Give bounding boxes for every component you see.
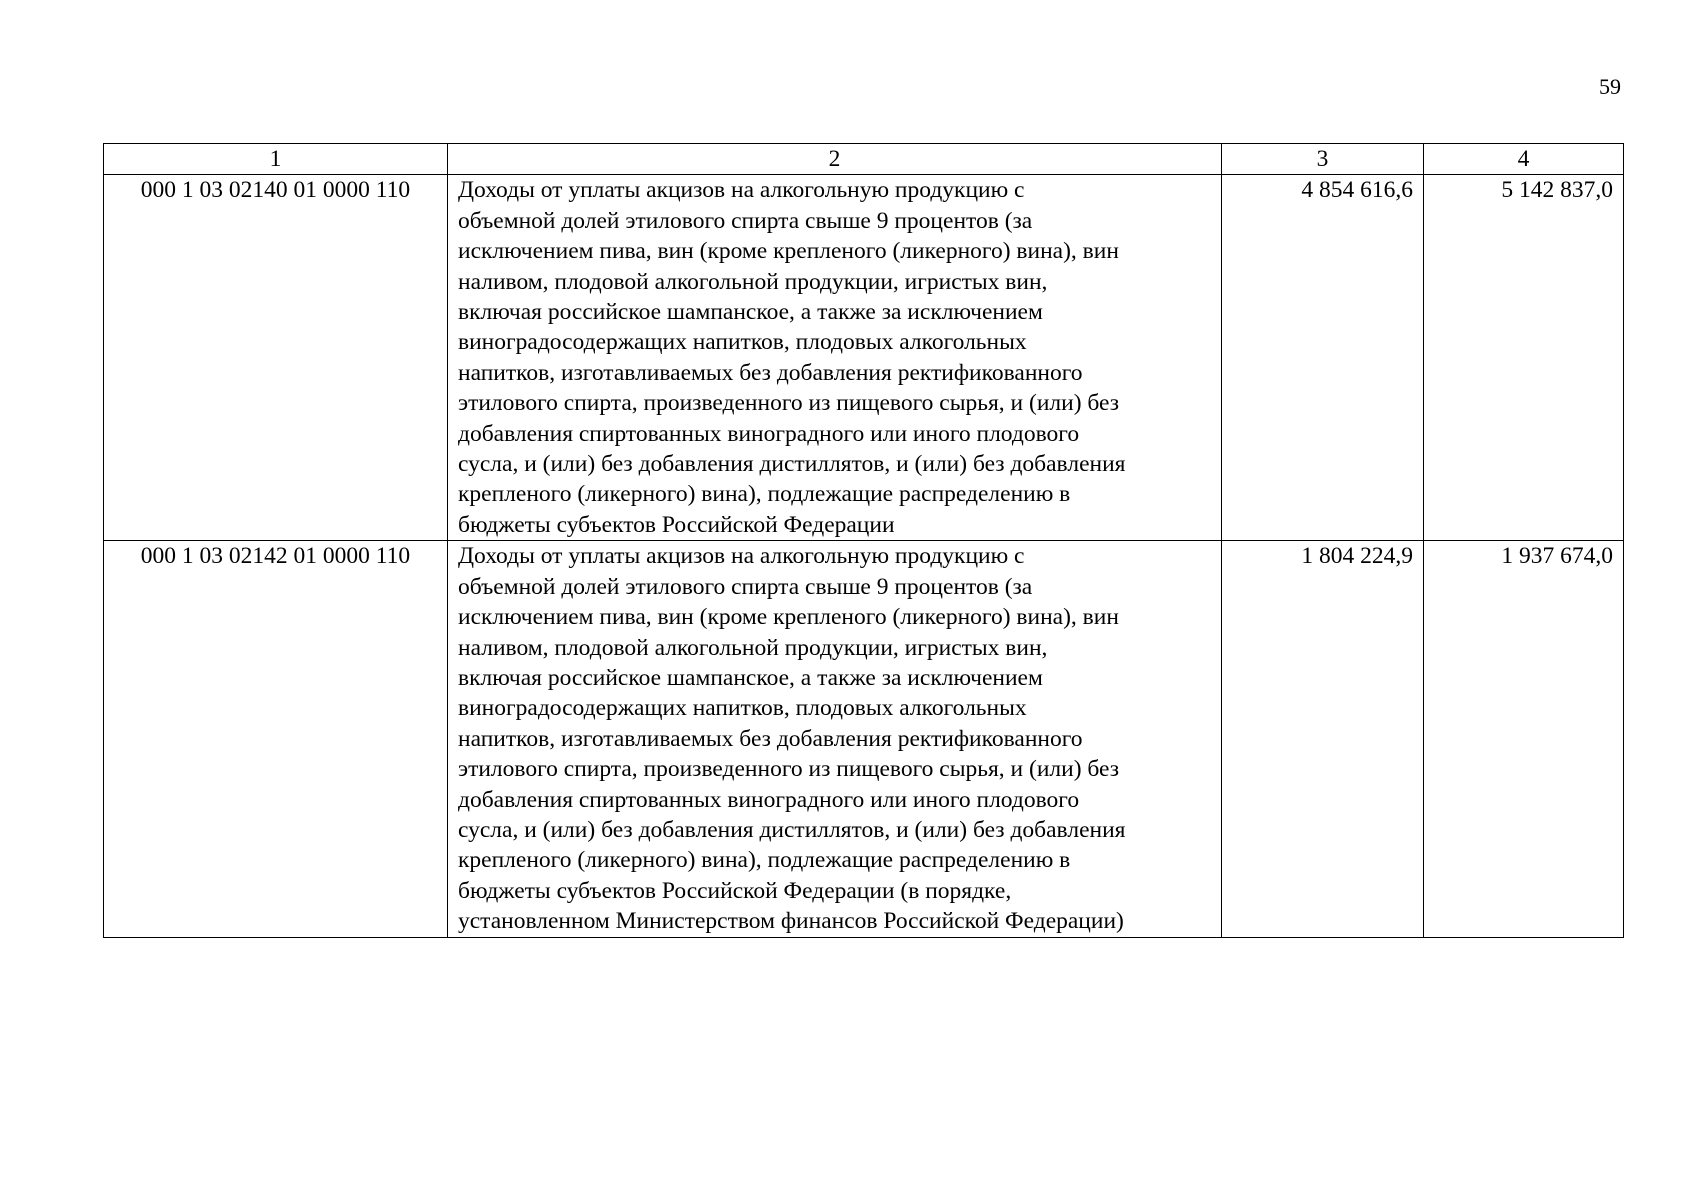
value-col-3: 1 804 224,9: [1222, 541, 1424, 937]
revenue-description: [448, 541, 1222, 937]
description-line: напитков, изготавливаемых без добавления ректификованного: [458, 725, 1083, 752]
description-line: напитков, изготавливаемых без добавления ректификованного: [458, 359, 1083, 386]
description-line: исключением пива, вин (кроме крепленого (ликерного) вина), вин: [458, 604, 1119, 631]
header-col-4: 4: [1424, 144, 1624, 175]
description-line: этилового спирта, произведенного из пищевого сырья, и (или) без: [458, 756, 1120, 783]
description-line: объемной долей этилового спирта свыше 9 процентов (за: [458, 207, 1033, 234]
header-col-3: 3: [1222, 144, 1424, 175]
description-line: крепленого (ликерного) вина), подлежащие распределению в: [458, 847, 1071, 874]
description-line: включая российское шампанское, а также за исключением: [458, 664, 1043, 691]
description-line: виноградосодержащих напитков, плодовых алкогольных: [458, 329, 1027, 356]
header-col-2: 2: [448, 144, 1222, 175]
budget-revenue-table: [103, 143, 1624, 938]
budget-code: 000 1 03 02140 01 0000 110: [104, 175, 448, 541]
description-line: виноградосодержащих напитков, плодовых алкогольных: [458, 695, 1027, 722]
page-number: 59: [1599, 74, 1621, 99]
description-line: включая российское шампанское, а также за исключением: [458, 299, 1043, 326]
description-line: сусла, и (или) без добавления дистиллятов, и (или) без добавления: [458, 451, 1126, 478]
budget-code: 000 1 03 02142 01 0000 110: [104, 541, 448, 937]
description-line: Доходы от уплаты акцизов на алкогольную продукцию с: [458, 543, 1025, 570]
description-line: наливом, плодовой алкогольной продукции, игристых вин,: [458, 268, 1048, 295]
value-col-4: 1 937 674,0: [1424, 541, 1624, 937]
description-line: Доходы от уплаты акцизов на алкогольную продукцию с: [458, 177, 1025, 204]
header-row: [104, 144, 1624, 175]
description-line: объемной долей этилового спирта свыше 9 процентов (за: [458, 573, 1033, 600]
description-line: сусла, и (или) без добавления дистиллятов, и (или) без добавления: [458, 816, 1126, 843]
description-line: установленном Министерством финансов Российской Федерации): [458, 908, 1124, 935]
revenue-description: [448, 175, 1222, 541]
table-row: [104, 175, 1624, 541]
value-col-3: 4 854 616,6: [1222, 175, 1424, 541]
description-line: бюджеты субъектов Российской Федерации (в порядке,: [458, 877, 1012, 904]
description-line: добавления спиртованных виноградного или иного плодового: [458, 786, 1080, 813]
table-row: [104, 541, 1624, 937]
description-line: бюджеты субъектов Российской Федерации: [458, 511, 895, 538]
value-col-4: 5 142 837,0: [1424, 175, 1624, 541]
description-line: этилового спирта, произведенного из пищевого сырья, и (или) без: [458, 390, 1120, 417]
description-line: крепленого (ликерного) вина), подлежащие распределению в: [458, 481, 1071, 508]
description-line: добавления спиртованных виноградного или иного плодового: [458, 420, 1080, 447]
description-line: наливом, плодовой алкогольной продукции, игристых вин,: [458, 634, 1048, 661]
header-col-1: 1: [104, 144, 448, 175]
description-line: исключением пива, вин (кроме крепленого (ликерного) вина), вин: [458, 238, 1119, 265]
